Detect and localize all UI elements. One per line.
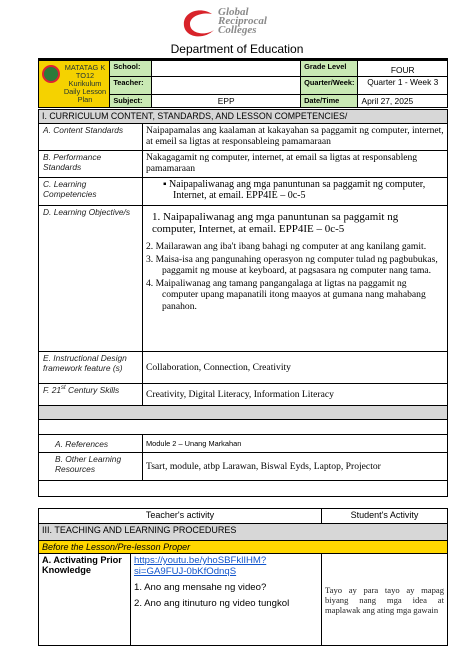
- competencies-cell: [143, 178, 448, 206]
- youtube-link[interactable]: https://youtu.be/yhoSBFklIHM?si=GA9FUJ-0bKfOdnqS: [134, 555, 267, 577]
- date-value: April 27, 2025: [358, 95, 448, 108]
- department-title: Department of Education: [170, 42, 304, 56]
- logo-swoosh-icon: [178, 8, 218, 42]
- lesson-info-table: [38, 60, 448, 108]
- question-item: 1. Ano ang mensahe ng video?: [134, 582, 267, 593]
- resources-section-row: [39, 406, 448, 420]
- competencies-value: Naipapaliwanag ang mga panuntunan sa paggamit ng computer, Internet, at email. EPP4IE – 0c-5: [169, 179, 426, 201]
- matatag-logo-cell: [39, 61, 110, 108]
- objective-lead: 1. Naipapaliwanag ang mga panuntunan sa paggamit ng computer, Internet, at email. EPP4IE – 0c-5: [152, 211, 399, 235]
- other-resources-label: B. Other Learning Resources: [39, 453, 143, 481]
- student-activity-cell: Tayo ay para tayo ay mapag biyang nang mga idea at maplawak ang ating mga gawain: [322, 554, 448, 646]
- matatag-label: MATATAG K TO12 Kurikulum Daily Lesson Plan: [63, 63, 107, 104]
- objectives-list: [146, 241, 444, 313]
- grade-label: Grade Level: [301, 61, 358, 77]
- activating-knowledge-label: A. Activating Prior Knowledge: [39, 554, 131, 646]
- question-item: 2. Ano ang itinuturo ng video tungkol: [134, 598, 290, 609]
- competencies-label: C. Learning Competencies: [39, 178, 143, 206]
- subject-value: EPP: [152, 95, 301, 108]
- performance-standards-label: B. Performance Standards: [39, 151, 143, 178]
- content-standards-value: Naipapamalas ang kaalaman at kakayahan sa paggamit ng computer, internet, at emeil sa ligtas at responsableing pamamaraan: [143, 124, 448, 151]
- teacher-value: [152, 77, 301, 95]
- curriculum-table: [38, 109, 448, 497]
- objective-item: 2. Mailarawan ang iba't ibang bahagi ng computer at ang kanilang gamit.: [146, 241, 427, 252]
- other-resources-value: Tsart, module, atbp Larawan, Biswal Eyds, Laptop, Projector: [143, 453, 448, 481]
- deped-seal-icon: [42, 65, 60, 83]
- date-label: Date/Time: [301, 95, 358, 108]
- procedures-section-title: III. TEACHING AND LEARNING PROCEDURES: [39, 524, 448, 541]
- teacher-activity-header: Teacher's activity: [39, 509, 322, 524]
- century-skills-value: Creativity, Digital Literacy, Information Literacy: [143, 384, 448, 406]
- procedures-table: [38, 508, 448, 646]
- objective-item: 4. Maipaliwanag ang tamang pangangalaga at ligtas na paggamit ng computer upang mapanatili itong maayos at gumana nang mahabang panahon.: [146, 277, 426, 312]
- competencies-bullet: ▪ Naipapaliwanag ang mga panuntunan sa paggamit ng computer, Internet, at email. EPP4IE – 0c-5: [163, 179, 426, 201]
- objectives-cell: [143, 206, 448, 352]
- performance-standards-value: Nakagagamit ng computer, internet, at email sa ligtas at responsableng pamamaraan: [143, 151, 448, 178]
- quarter-label: Quarter/Week:: [301, 77, 358, 95]
- design-feature-label: E. Instructional Design framework feature (s): [39, 352, 143, 384]
- grade-value: FOUR: [358, 61, 448, 77]
- teacher-activity-cell: [131, 554, 322, 646]
- brand-line-1: Global: [218, 6, 249, 18]
- before-lesson-row: Before the Lesson/Pre-lesson Proper: [39, 541, 448, 554]
- school-value: [152, 61, 301, 77]
- century-skills-label: F. 21st Century Skills: [39, 384, 143, 406]
- brand-line-2: Reciprocal: [218, 15, 267, 27]
- subject-label: Subject:: [110, 95, 152, 108]
- references-value: Module 2 – Unang Markahan: [143, 435, 448, 453]
- school-label: School:: [110, 61, 152, 77]
- curriculum-section-title: I. CURRICULUM CONTENT, STANDARDS, AND LESSON COMPETENCIES/: [39, 110, 448, 124]
- teacher-label: Teacher:: [110, 77, 152, 95]
- resources-footer-row: [39, 481, 448, 497]
- references-label: A. References: [39, 435, 143, 453]
- student-activity-header: Student's Activity: [322, 509, 448, 524]
- brand-line-3: Colleges: [218, 24, 257, 36]
- objective-item: 3. Maisa-isa ang pangunahing operasyon ng computer tulad ng pagbubukas, paggamit ng mouse at keyboard, at pagsasara ng computer nang tama.: [146, 253, 438, 277]
- content-standards-label: A. Content Standards: [39, 124, 143, 151]
- resources-blank-row: [39, 420, 448, 435]
- design-feature-value: Collaboration, Connection, Creativity: [143, 352, 448, 384]
- objectives-label: D. Learning Objective/s: [39, 206, 143, 352]
- quarter-value: Quarter 1 - Week 3: [358, 77, 448, 95]
- school-logo: [178, 6, 308, 46]
